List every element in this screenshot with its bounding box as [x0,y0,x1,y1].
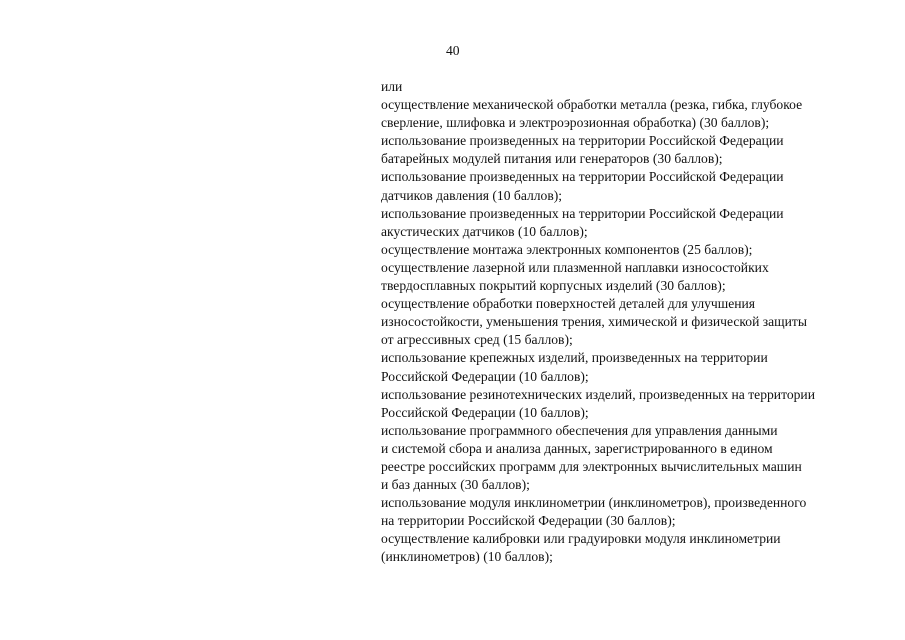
text-line: датчиков давления (10 баллов); [381,187,563,203]
text-line: осуществление калибровки или градуировки модуля инклинометрии [381,531,781,547]
text-line: использование произведенных на территории Российской Федерации [381,169,784,185]
text-line: от агрессивных сред (15 баллов); [381,332,573,348]
text-line: и системой сбора и анализа данных, зарегистрированного в едином [381,440,773,456]
body-text [381,78,871,567]
text-line: осуществление монтажа электронных компонентов (25 баллов); [381,241,753,257]
text-line: использование произведенных на территории Российской Федерации [381,205,784,221]
text-line: использование резинотехнических изделий, произведенных на территории [381,386,815,402]
text-line: (инклинометров) (10 баллов); [381,549,553,565]
text-line: осуществление обработки поверхностей деталей для улучшения [381,296,756,312]
text-line: использование произведенных на территории Российской Федерации [381,133,784,149]
text-line: осуществление механической обработки металла (резка, гибка, глубокое [381,97,803,113]
text-line: использование программного обеспечения для управления данными [381,422,778,438]
page-number: 40 [446,43,460,58]
text-line: твердосплавных покрытий корпусных изделий (30 баллов); [381,278,726,294]
text-line: реестре российских программ для электронных вычислительных машин [381,458,802,474]
text-line: Российской Федерации (10 баллов); [381,368,589,384]
text-line: и баз данных (30 баллов); [381,477,530,493]
text-line: износостойкости, уменьшения трения, химической и физической защиты [381,314,807,330]
text-line: акустических датчиков (10 баллов); [381,223,588,239]
text-line: или [381,79,403,94]
text-line: использование модуля инклинометрии (инклинометров), произведенного [381,495,807,511]
text-line: сверление, шлифовка и электроэрозионная обработка) (30 баллов); [381,115,770,131]
text-line: на территории Российской Федерации (30 баллов); [381,513,676,529]
text-line: осуществление лазерной или плазменной наплавки износостойких [381,259,769,275]
text-line: батарейных модулей питания или генераторов (30 баллов); [381,151,723,167]
text-line: Российской Федерации (10 баллов); [381,404,589,420]
text-line: использование крепежных изделий, произведенных на территории [381,350,768,366]
